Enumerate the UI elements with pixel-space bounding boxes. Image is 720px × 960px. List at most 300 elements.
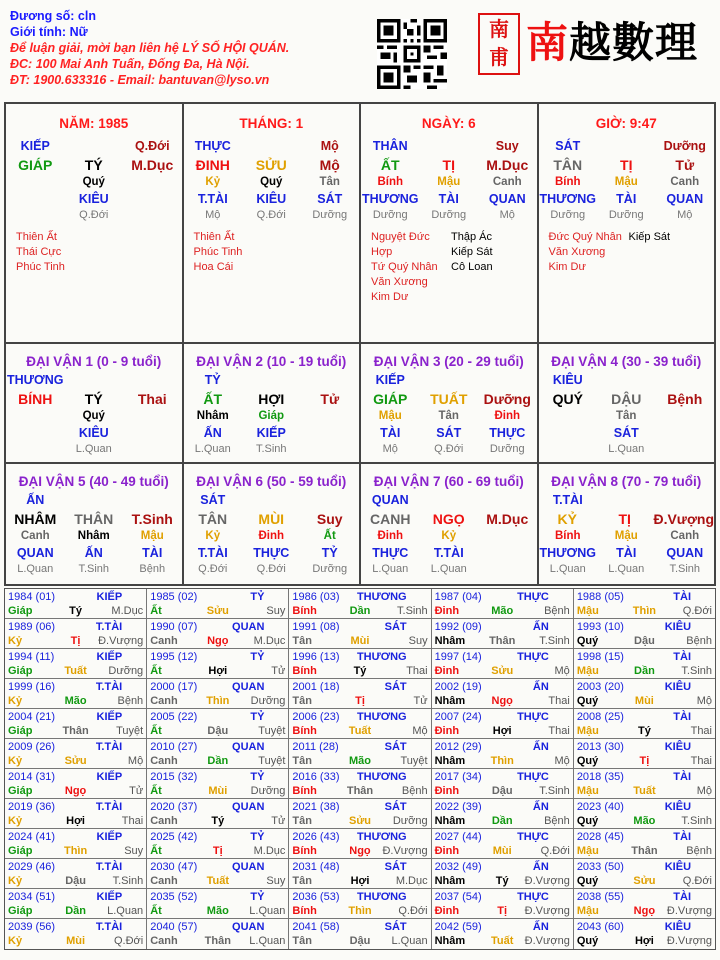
dai-van-hidden-stage-2: L.Quan [430, 563, 467, 575]
year-cell [289, 589, 431, 618]
dai-van-hidden-god-1: TÀI [380, 426, 401, 440]
year-stage: Tử [271, 665, 286, 677]
year-pillar [577, 815, 712, 828]
dai-van-god [539, 491, 715, 509]
pillar-hidden-god-1: THƯƠNG [539, 192, 596, 206]
year-pillar [8, 755, 143, 768]
dai-van-hidden-god-2: KIÊU [78, 426, 109, 440]
year-pillar [435, 605, 570, 618]
year-stem: Quý [576, 935, 599, 947]
dai-van-hidden-stem-2: Quý [82, 410, 105, 422]
year-stage: Mộ [127, 755, 144, 767]
year-branch: Mùi [492, 845, 512, 857]
dai-van-hidden-stage-2: Q.Đới [256, 563, 286, 575]
year-pillar [577, 935, 712, 948]
year-pillar [8, 665, 143, 678]
year-branch: Dậu [207, 725, 229, 737]
pillar-hidden-stage-2: Dưỡng [431, 209, 467, 221]
star-1: Thiên Ất [16, 231, 57, 243]
pillar-hidden-stage-3: Mộ [499, 209, 515, 221]
year-label: 1985 (02) [150, 591, 198, 603]
year-god: KIÊU [664, 921, 692, 933]
pillar-god-3: Q.Đới [134, 139, 170, 153]
dai-van-stem-branch-3: Suy [316, 511, 343, 527]
pillar-stars [371, 230, 493, 305]
year-stage: L.Quan [107, 905, 144, 917]
pillar-hidden-god-2: KIÊU [256, 192, 287, 206]
dai-van-god-3 [301, 491, 360, 509]
year-stem: Giáp [8, 905, 33, 917]
dai-van-hidden-stem [6, 529, 182, 544]
stars-col-2 [629, 230, 671, 275]
year-label: 2038 (55) [576, 891, 624, 903]
year-branch: Ngọ [633, 905, 656, 917]
year-pillar [150, 905, 285, 918]
year-god: TÀI [673, 591, 692, 603]
year-pillar [577, 785, 712, 798]
year-cell [574, 589, 715, 618]
dai-van-hidden-stem-2: Mậu [614, 530, 638, 542]
year-stem: Nhâm [434, 875, 466, 887]
pillar-stars [16, 230, 65, 275]
year-branch: Thân [62, 725, 89, 737]
pillar-hidden-stem-1: Bính [554, 176, 581, 188]
star-2: Tứ Quý Nhân [371, 261, 438, 273]
stars-col-2 [451, 230, 493, 305]
dai-van-hidden-god-1 [6, 424, 65, 442]
dai-van-hidden-stage [539, 442, 715, 457]
year-stage: Tuyệt [116, 725, 144, 737]
dai-van-hidden-god-2: ẤN [84, 546, 103, 560]
year-stage: M.Dục [253, 845, 286, 857]
pillar-hidden-stem [539, 175, 715, 190]
pillar-hidden-stem-1: Kỷ [205, 176, 221, 188]
year-branch: Thân [489, 635, 516, 647]
dai-van-god [184, 491, 360, 509]
year-label: 1987 (04) [434, 591, 482, 603]
year-branch: Dần [65, 905, 86, 917]
pillar-hidden-god-1: T.TÀI [197, 192, 228, 206]
year-label: 2035 (52) [150, 891, 198, 903]
dai-van-stem-branch-1: ẤT [203, 391, 223, 407]
year-pillar [150, 605, 285, 618]
dai-van-god-2 [420, 491, 479, 509]
dai-van-god-2 [420, 371, 479, 389]
dai-van-hidden-stem [184, 529, 360, 544]
star-1: Thiên Ất [193, 231, 235, 243]
year-god: QUAN [232, 921, 265, 933]
year-branch: Dần [634, 665, 655, 677]
year-stem: Đinh [434, 605, 460, 617]
year-pillar [435, 695, 570, 708]
year-cell [432, 919, 574, 949]
year-god: SÁT [384, 681, 407, 693]
year-branch: Tuất [64, 665, 87, 677]
dai-van-hidden-stem [539, 529, 715, 544]
seal-char-bottom: 甫 [489, 45, 509, 69]
year-pillar [292, 635, 427, 648]
pillar-hidden-stage-1: Dưỡng [372, 209, 408, 221]
dai-van-hidden-stage-1: Mộ [382, 443, 398, 455]
pillar-stem-branch [539, 155, 715, 175]
year-label: 2013 (30) [576, 741, 624, 753]
year-pillar [150, 635, 285, 648]
year-god: TỶ [250, 591, 265, 603]
dai-van-stem-branch-3: Tử [320, 391, 340, 407]
dai-van-hidden-god [6, 424, 182, 442]
year-pillar [8, 605, 143, 618]
dai-van-hidden-stage-2: T.Sinh [255, 443, 287, 455]
dai-van-hidden-god-1: T.TÀI [197, 546, 228, 560]
year-pillar [577, 755, 712, 768]
year-pillar [292, 935, 427, 948]
year-branch: Thìn [632, 605, 657, 617]
dai-van-hidden-god-3 [656, 424, 715, 442]
year-cell [574, 709, 715, 738]
year-label: 2014 (31) [8, 771, 56, 783]
stars-col-1 [549, 230, 629, 275]
year-stage: Bệnh [686, 845, 712, 857]
pillar-god-2 [242, 137, 301, 155]
dai-van-hidden-god-1 [539, 424, 598, 442]
year-label: 2037 (54) [434, 891, 482, 903]
year-branch: Thìn [348, 905, 372, 917]
year-pillar [8, 785, 143, 798]
year-cell [432, 829, 574, 858]
year-stage: Tuyệt [258, 725, 286, 737]
dai-van-hidden-stem [539, 409, 715, 424]
dai-van-hidden-stage-1 [6, 442, 65, 457]
year-god: KIÊU [664, 621, 692, 633]
pillar-hidden-stem [6, 175, 182, 190]
year-stem: Đinh [434, 665, 460, 677]
year-stem: Giáp [8, 665, 33, 677]
year-cell [147, 709, 289, 738]
year-label: 2029 (46) [8, 861, 56, 873]
year-stem: Đinh [434, 785, 460, 797]
year-label: 2012 (29) [434, 741, 482, 753]
dai-van-stem-branch-2: TỊ [618, 511, 631, 527]
pillar-hidden-stage-3: Mộ [677, 209, 693, 221]
year-branch: Dần [349, 605, 371, 617]
pillar-god-1: KIẾP [20, 139, 50, 153]
yearly-table [4, 588, 716, 950]
header-info [10, 8, 289, 88]
year-pillar [577, 875, 712, 888]
year-stage: Suy [124, 845, 144, 857]
year-label: 2033 (50) [576, 861, 624, 873]
pillar-title: GIỜ: 9:47 [595, 116, 657, 131]
year-god: TỶ [250, 711, 265, 723]
pillar-hidden-stage [6, 208, 182, 223]
year-label: 2015 (32) [150, 771, 198, 783]
year-stage: L.Quan [249, 905, 286, 917]
dai-van-hidden-god-3 [123, 424, 182, 442]
year-stage: T.Sinh [681, 815, 712, 827]
pillar-stem-branch-2: TỊ [442, 157, 455, 173]
dai-van-hidden-stem-1 [539, 409, 598, 424]
star-1: Đức Quý Nhân [548, 231, 622, 243]
dai-van-god-3 [123, 371, 182, 389]
dai-van-1 [6, 344, 184, 462]
dai-van-hidden-stage-3 [656, 442, 715, 457]
year-god: QUAN [232, 621, 265, 633]
year-label: 2034 (51) [8, 891, 56, 903]
year-label: 2000 (17) [150, 681, 198, 693]
dai-van-god [6, 491, 182, 509]
year-row [5, 649, 715, 679]
dai-van-god-1: TỶ [204, 373, 221, 387]
year-stage: Mộ [554, 665, 570, 677]
dai-van-hidden-stage [6, 442, 182, 457]
dai-van-hidden-stem [361, 529, 537, 544]
dai-van-hidden-stem-1: Kỷ [205, 530, 221, 542]
year-cell [5, 859, 147, 888]
year-stem: Giáp [8, 845, 33, 857]
year-cell [147, 619, 289, 648]
dai-van-stem-branch [184, 509, 360, 529]
year-branch: Mùi [66, 935, 86, 947]
dai-van-hidden-god [184, 544, 360, 562]
dai-van-stem-branch-1: NHÂM [14, 511, 57, 527]
dai-van-god [6, 371, 182, 389]
year-god: THƯƠNG [356, 651, 407, 663]
year-cell [147, 769, 289, 798]
year-branch: Tuất [348, 725, 372, 737]
dai-van-hidden-god-2: SÁT [436, 426, 462, 440]
year-pillar [292, 875, 427, 888]
year-god: ẤN [532, 861, 549, 873]
year-pillar [292, 755, 427, 768]
dai-van-hidden-stage [361, 442, 537, 457]
year-stem: Kỷ [8, 815, 23, 827]
year-pillar [435, 935, 570, 948]
year-god: QUAN [232, 861, 265, 873]
year-stage: Đ.Vượng [666, 905, 713, 917]
year-stage: Thai [548, 725, 570, 737]
dai-van-title: ĐẠI VẬN 1 (0 - 9 tuổi) [26, 354, 162, 369]
year-cell [289, 679, 431, 708]
year-cell [289, 709, 431, 738]
year-stem: Kỷ [8, 635, 23, 647]
dai-van-title: ĐẠI VẬN 6 (50 - 59 tuổi) [196, 474, 347, 489]
year-label: 2026 (43) [292, 831, 340, 843]
pillar-god [361, 137, 537, 155]
year-stage: Bệnh [544, 815, 570, 827]
year-stage: Bệnh [401, 785, 428, 797]
year-label: 2003 (20) [576, 681, 624, 693]
year-god: KIÊU [664, 801, 692, 813]
year-god: T.TÀI [95, 741, 123, 753]
dai-van-hidden-stem-1: Mậu [378, 410, 402, 422]
year-stem: Quý [576, 695, 599, 707]
year-god: THỰC [517, 891, 549, 903]
year-label: 2016 (33) [292, 771, 340, 783]
star-3: Hoa Cái [193, 261, 234, 273]
year-cell [5, 829, 147, 858]
year-label: 2040 (57) [150, 921, 198, 933]
dai-van-stem-branch-2: THÂN [74, 511, 114, 527]
year-god: THỰC [517, 711, 549, 723]
dai-van-stem-branch-1: CANH [370, 511, 411, 527]
dai-van-hidden-god-1: ẤN [203, 426, 222, 440]
dai-van-hidden-stem-3 [656, 409, 715, 424]
year-branch: Hợi [66, 815, 85, 827]
pillar-hidden-god-3: SÁT [317, 192, 343, 206]
year-god: TÀI [673, 891, 692, 903]
year-label: 1995 (12) [150, 651, 198, 663]
year-stem: Nhâm [434, 815, 466, 827]
year-branch: Ngọ [207, 635, 229, 647]
year-label: 1991 (08) [292, 621, 340, 633]
dai-van-hidden-stage-3: T.Sinh [669, 563, 701, 575]
dai-van-stem-branch-2: TUẤT [430, 391, 468, 407]
pillar-stem-branch-3: M.Dục [486, 157, 529, 173]
year-stem: Mậu [576, 605, 599, 617]
year-pillar [577, 845, 712, 858]
year-stem: Ất [150, 785, 162, 797]
year-label: 2004 (21) [8, 711, 56, 723]
pillar-hidden-stage [361, 208, 537, 223]
year-branch: Tị [355, 695, 365, 707]
dai-van-hidden-stem-3 [123, 409, 182, 424]
dai-van-stem-branch-1: QUÝ [552, 391, 583, 407]
dai-van-hidden-stage-2: L.Quan [608, 443, 645, 455]
dai-van-2 [184, 344, 362, 462]
dai-van-god-2 [242, 371, 301, 389]
year-pillar [292, 695, 427, 708]
red-seal-logo [478, 13, 520, 75]
pillar-stars [549, 230, 671, 275]
dai-van-stem-branch-1: TÂN [198, 511, 228, 527]
dai-van-title: ĐẠI VẬN 7 (60 - 69 tuổi) [373, 474, 524, 489]
year-stem: Ất [150, 725, 162, 737]
year-stage: L.Quan [391, 935, 428, 947]
pillar-title: THÁNG: 1 [239, 116, 304, 131]
year-stem: Mậu [576, 665, 599, 677]
year-branch: Dậu [65, 875, 86, 887]
dai-van-god-1: T.TÀI [552, 493, 583, 507]
year-cell [147, 859, 289, 888]
year-pillar [435, 845, 570, 858]
year-cell [5, 619, 147, 648]
year-god: KIẾP [96, 591, 123, 603]
year-label: 2028 (45) [576, 831, 624, 843]
year-row [5, 859, 715, 889]
dai-van-hidden-god [6, 544, 182, 562]
year-god: THƯƠNG [356, 891, 407, 903]
pillar-stem-branch [6, 155, 182, 175]
year-god: TÀI [673, 831, 692, 843]
dai-van-god-3 [478, 371, 537, 389]
year-stage: Mộ [696, 695, 712, 707]
year-god: KIẾP [96, 651, 123, 663]
year-branch: Tý [69, 605, 83, 617]
dai-van-hidden-stage [539, 562, 715, 577]
year-row [5, 739, 715, 769]
dai-van-7 [361, 464, 539, 584]
year-branch: Thân [204, 935, 231, 947]
dai-van-hidden-stem-3 [301, 409, 360, 424]
year-stage: Đ.Vượng [382, 845, 428, 857]
year-pillar [435, 815, 570, 828]
pillar-hidden-stem-1 [6, 175, 65, 190]
pillars-row [6, 104, 714, 344]
dai-van-hidden-stem-2: Kỷ [441, 530, 457, 542]
gender: Giới tính: Nữ [10, 25, 88, 39]
dai-van-hidden-god-3: THỰC [489, 426, 526, 440]
year-branch: Thân [346, 785, 374, 797]
year-label: 2001 (18) [292, 681, 340, 693]
year-branch: Tý [495, 875, 509, 887]
year-cell [5, 709, 147, 738]
year-pillar [292, 845, 427, 858]
pillar-hidden-god [6, 190, 182, 208]
year-stage: M.Dục [111, 605, 144, 617]
year-label: 2043 (60) [576, 921, 624, 933]
dai-van-hidden-god-1: THƯƠNG [539, 546, 596, 560]
year-branch: Tý [637, 725, 651, 737]
year-pillar [8, 815, 143, 828]
year-god: ẤN [532, 921, 549, 933]
year-stem: Kỷ [8, 695, 23, 707]
year-pillar [150, 665, 285, 678]
year-stage: Q.Đới [540, 845, 570, 857]
year-label: 1997 (14) [434, 651, 482, 663]
year-cell [5, 589, 147, 618]
year-pillar [8, 875, 143, 888]
year-branch: Hợi [492, 725, 512, 737]
year-cell [5, 889, 147, 918]
dai-van-hidden-stage-2: L.Quan [608, 563, 645, 575]
year-stage: Suy [266, 605, 286, 617]
dai-van-stem-branch-3: T.Sinh [131, 511, 173, 527]
year-stem: Quý [576, 635, 599, 647]
dai-van-hidden-god-3 [478, 544, 537, 562]
year-branch: Tý [353, 665, 367, 677]
star-2: Thái Cực [16, 246, 62, 258]
pillar-god [539, 137, 715, 155]
pillar-hidden-god-2: KIÊU [78, 192, 109, 206]
year-stem: Đinh [434, 845, 460, 857]
year-god: THƯƠNG [356, 831, 407, 843]
year-label: 2041 (58) [292, 921, 340, 933]
year-stage: Dưỡng [250, 695, 286, 707]
year-pillar [150, 935, 285, 948]
dai-van-stem-branch-2: MÙI [258, 511, 285, 527]
pillar-god-3: Mộ [320, 139, 339, 153]
year-god: THỰC [517, 591, 549, 603]
year-stage: Dưỡng [392, 815, 428, 827]
year-god: SÁT [384, 621, 407, 633]
year-stage: Đ.Vượng [524, 905, 570, 917]
pillar-stem-branch-3: Mộ [319, 157, 340, 173]
year-stem: Tân [292, 875, 312, 887]
year-branch: Tuất [633, 785, 656, 797]
year-label: 2031 (48) [292, 861, 340, 873]
pillar-god-2 [597, 137, 656, 155]
year-branch: Tý [211, 815, 225, 827]
year-label: 1986 (03) [292, 591, 340, 603]
year-cell [147, 919, 289, 949]
year-label: 2027 (44) [434, 831, 482, 843]
year-stem: Nhâm [434, 695, 466, 707]
year-stage: Thai [406, 665, 428, 677]
year-stem: Ất [150, 665, 162, 677]
year-god: QUAN [232, 681, 265, 693]
year-pillar [292, 785, 427, 798]
year-god: SÁT [384, 861, 407, 873]
